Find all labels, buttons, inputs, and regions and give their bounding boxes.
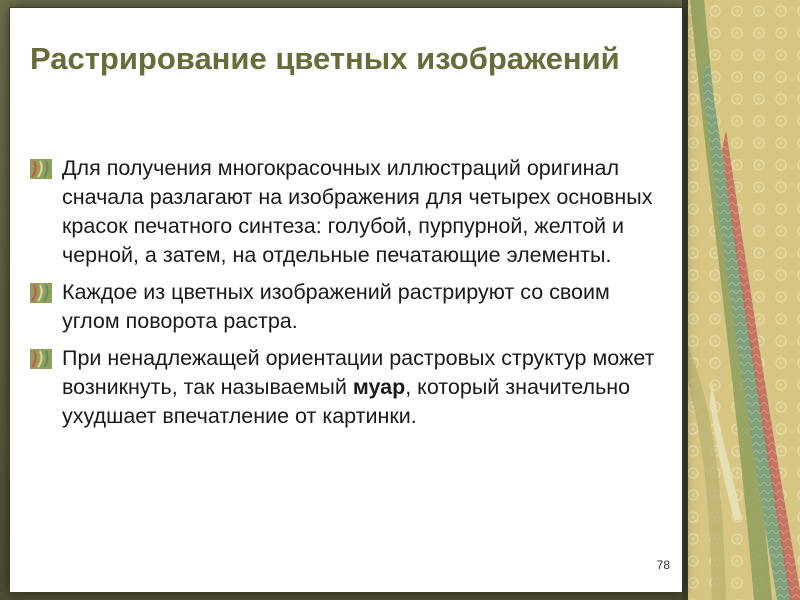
slide-number: 78: [656, 558, 670, 572]
decorative-ribbon-panel: [682, 0, 800, 600]
content-card: [10, 8, 682, 592]
list-item: [30, 344, 670, 431]
striped-square-bullet-icon: [30, 349, 52, 369]
bullet-text-after: , который значительно ухудшает впечатление от картинки.: [62, 375, 631, 428]
list-item: [30, 278, 670, 336]
bullet-text-before: При ненадлежащей ориентации растровых структур может возникнуть, так называемый: [62, 346, 655, 399]
striped-square-bullet-icon: [30, 283, 52, 303]
list-item: [30, 154, 670, 270]
bullet-text: Для получения многокрасочных иллюстраций оригинал сначала разлагают на изображения для четырех основных красок печатного синтеза: голубой, пурпурной, желтой и черной, а затем, на отдельные печатающие элементы.: [62, 156, 653, 267]
bold-term-moire: муар: [352, 375, 406, 399]
ribbon-pattern-graphic: [682, 0, 800, 600]
bullet-text: Каждое из цветных изображений растрируют со своим углом поворота растра.: [62, 280, 610, 333]
bullet-list: [30, 154, 670, 439]
striped-square-bullet-icon: [30, 159, 52, 179]
slide-title: Растрирование цветных изображений: [30, 41, 620, 76]
